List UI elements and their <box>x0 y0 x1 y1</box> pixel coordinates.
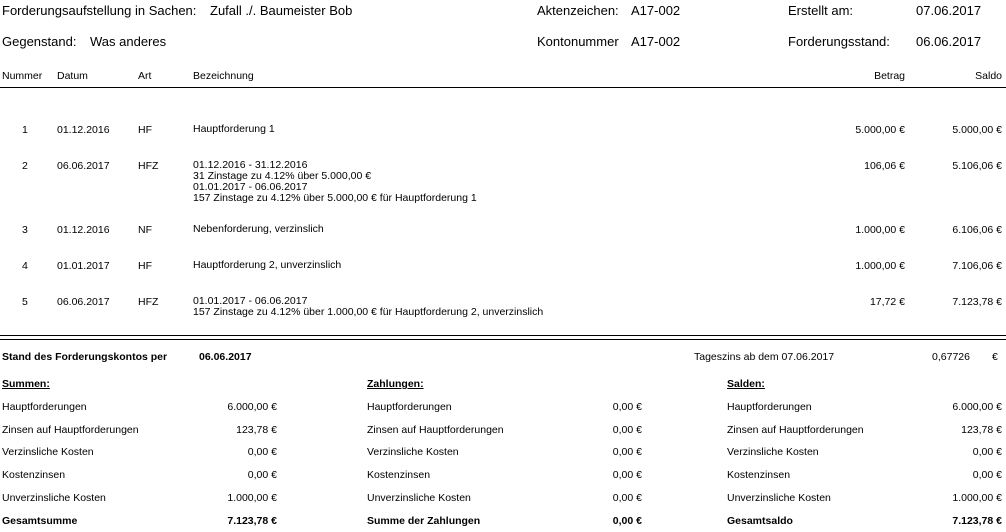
salden-total-label: Gesamtsaldo <box>727 515 793 527</box>
zahlungen-total-label: Summe der Zahlungen <box>367 515 481 527</box>
table-end-divider-top <box>0 335 1006 336</box>
row-datum: 01.12.2016 <box>57 124 110 136</box>
row-bezeichnung: Hauptforderung 1 <box>193 123 275 135</box>
summen-value: 0,00 € <box>247 446 277 458</box>
row-datum: 01.12.2016 <box>57 224 110 236</box>
aktenzeichen-value: A17-002 <box>631 3 681 18</box>
title-value: Zufall ./. Baumeister Bob <box>210 3 353 18</box>
salden-label: Kostenzinsen <box>727 469 791 481</box>
summen-total-label: Gesamtsumme <box>2 515 78 527</box>
tageszins-currency: € <box>992 351 998 363</box>
forderungsstand-value: 06.06.2017 <box>916 34 982 49</box>
summen-value: 1.000,00 € <box>227 492 277 504</box>
row-betrag: 5.000,00 € <box>855 124 905 136</box>
zahlungen-value: 0,00 € <box>612 469 642 481</box>
salden-label: Verzinsliche Kosten <box>727 446 819 458</box>
summen-label: Hauptforderungen <box>2 401 87 413</box>
row-saldo: 7.106,06 € <box>952 260 1002 272</box>
row-art: HFZ <box>138 296 159 308</box>
salden-total-value: 7.123,78 € <box>952 515 1002 527</box>
stand-label: Stand des Forderungskontos per <box>2 351 168 363</box>
salden-value: 6.000,00 € <box>952 401 1002 413</box>
zahlungen-value: 0,00 € <box>612 401 642 413</box>
zahlungen-total-value: 0,00 € <box>612 515 642 527</box>
forderungsstand-label: Forderungsstand: <box>788 34 890 49</box>
kontonummer-value: A17-002 <box>631 34 681 49</box>
salden-value: 0,00 € <box>972 446 1002 458</box>
row-nummer: 2 <box>22 160 28 172</box>
col-header-datum: Datum <box>57 70 88 82</box>
row-betrag: 17,72 € <box>869 296 905 308</box>
row-nummer: 5 <box>22 296 28 308</box>
zahlungen-value: 0,00 € <box>612 446 642 458</box>
row-datum: 01.01.2017 <box>57 260 110 272</box>
summen-label: Unverzinsliche Kosten <box>2 492 106 504</box>
kontonummer-label: Kontonummer <box>537 34 619 49</box>
row-art: HFZ <box>138 160 159 172</box>
row-betrag: 1.000,00 € <box>855 260 905 272</box>
zahlungen-value: 0,00 € <box>612 492 642 504</box>
row-saldo: 7.123,78 € <box>952 296 1002 308</box>
salden-heading: Salden: <box>727 378 765 390</box>
col-header-bezeichnung: Bezeichnung <box>193 70 254 82</box>
salden-label: Hauptforderungen <box>727 401 812 413</box>
zahlungen-label: Kostenzinsen <box>367 469 431 481</box>
col-header-betrag: Betrag <box>874 70 905 82</box>
summen-value: 123,78 € <box>236 424 277 436</box>
row-bezeichnung: Nebenforderung, verzinslich <box>193 223 324 235</box>
tageszins-value: 0,67726 <box>932 351 970 363</box>
zahlungen-label: Zinsen auf Hauptforderungen <box>367 424 504 436</box>
row-datum: 06.06.2017 <box>57 160 110 172</box>
table-end-divider-bottom <box>0 339 1006 340</box>
summen-heading: Summen: <box>2 378 50 390</box>
row-art: HF <box>138 260 152 272</box>
gegenstand-value: Was anderes <box>90 34 167 49</box>
col-header-art: Art <box>138 70 152 82</box>
summen-label: Verzinsliche Kosten <box>2 446 94 458</box>
row-saldo: 5.106,06 € <box>952 160 1002 172</box>
row-art: NF <box>138 224 152 236</box>
title-label: Forderungsaufstellung in Sachen: <box>2 3 197 18</box>
erstellt-value: 07.06.2017 <box>916 3 982 18</box>
stand-date: 06.06.2017 <box>199 351 252 363</box>
row-bezeichnung: 01.01.2017 - 06.06.2017 157 Zinstage zu 4.12% über 1.000,00 € für Hauptforderung 2, unverzinslich <box>193 295 544 318</box>
zahlungen-heading: Zahlungen: <box>367 378 424 390</box>
col-header-nummer: Nummer <box>2 70 43 82</box>
zahlungen-value: 0,00 € <box>612 424 642 436</box>
salden-value: 1.000,00 € <box>952 492 1002 504</box>
aktenzeichen-label: Aktenzeichen: <box>537 3 619 18</box>
summen-label: Kostenzinsen <box>2 469 66 481</box>
row-datum: 06.06.2017 <box>57 296 110 308</box>
zahlungen-label: Unverzinsliche Kosten <box>367 492 471 504</box>
row-betrag: 1.000,00 € <box>855 224 905 236</box>
salden-label: Unverzinsliche Kosten <box>727 492 831 504</box>
erstellt-label: Erstellt am: <box>788 3 854 18</box>
row-nummer: 1 <box>22 124 28 136</box>
zahlungen-label: Verzinsliche Kosten <box>367 446 459 458</box>
row-art: HF <box>138 124 152 136</box>
row-nummer: 4 <box>22 260 28 272</box>
summen-total-value: 7.123,78 € <box>227 515 277 527</box>
salden-label: Zinsen auf Hauptforderungen <box>727 424 864 436</box>
salden-value: 0,00 € <box>972 469 1002 481</box>
summen-value: 0,00 € <box>247 469 277 481</box>
row-saldo: 5.000,00 € <box>952 124 1002 136</box>
row-saldo: 6.106,06 € <box>952 224 1002 236</box>
col-header-saldo: Saldo <box>975 70 1002 82</box>
summen-label: Zinsen auf Hauptforderungen <box>2 424 139 436</box>
zahlungen-label: Hauptforderungen <box>367 401 452 413</box>
row-bezeichnung: Hauptforderung 2, unverzinslich <box>193 259 342 271</box>
salden-value: 123,78 € <box>961 424 1002 436</box>
header-divider <box>0 87 1006 88</box>
row-betrag: 106,06 € <box>864 160 905 172</box>
summen-value: 6.000,00 € <box>227 401 277 413</box>
tageszins-label: Tageszins ab dem 07.06.2017 <box>694 351 835 363</box>
row-bezeichnung: 01.12.2016 - 31.12.2016 31 Zinstage zu 4.12% über 5.000,00 € 01.01.2017 - 06.06.2017 157 Zinstage zu 4.12% über 5.000,00 € für Hauptforderung 1 <box>193 159 477 204</box>
gegenstand-label: Gegenstand: <box>2 34 77 49</box>
row-nummer: 3 <box>22 224 28 236</box>
